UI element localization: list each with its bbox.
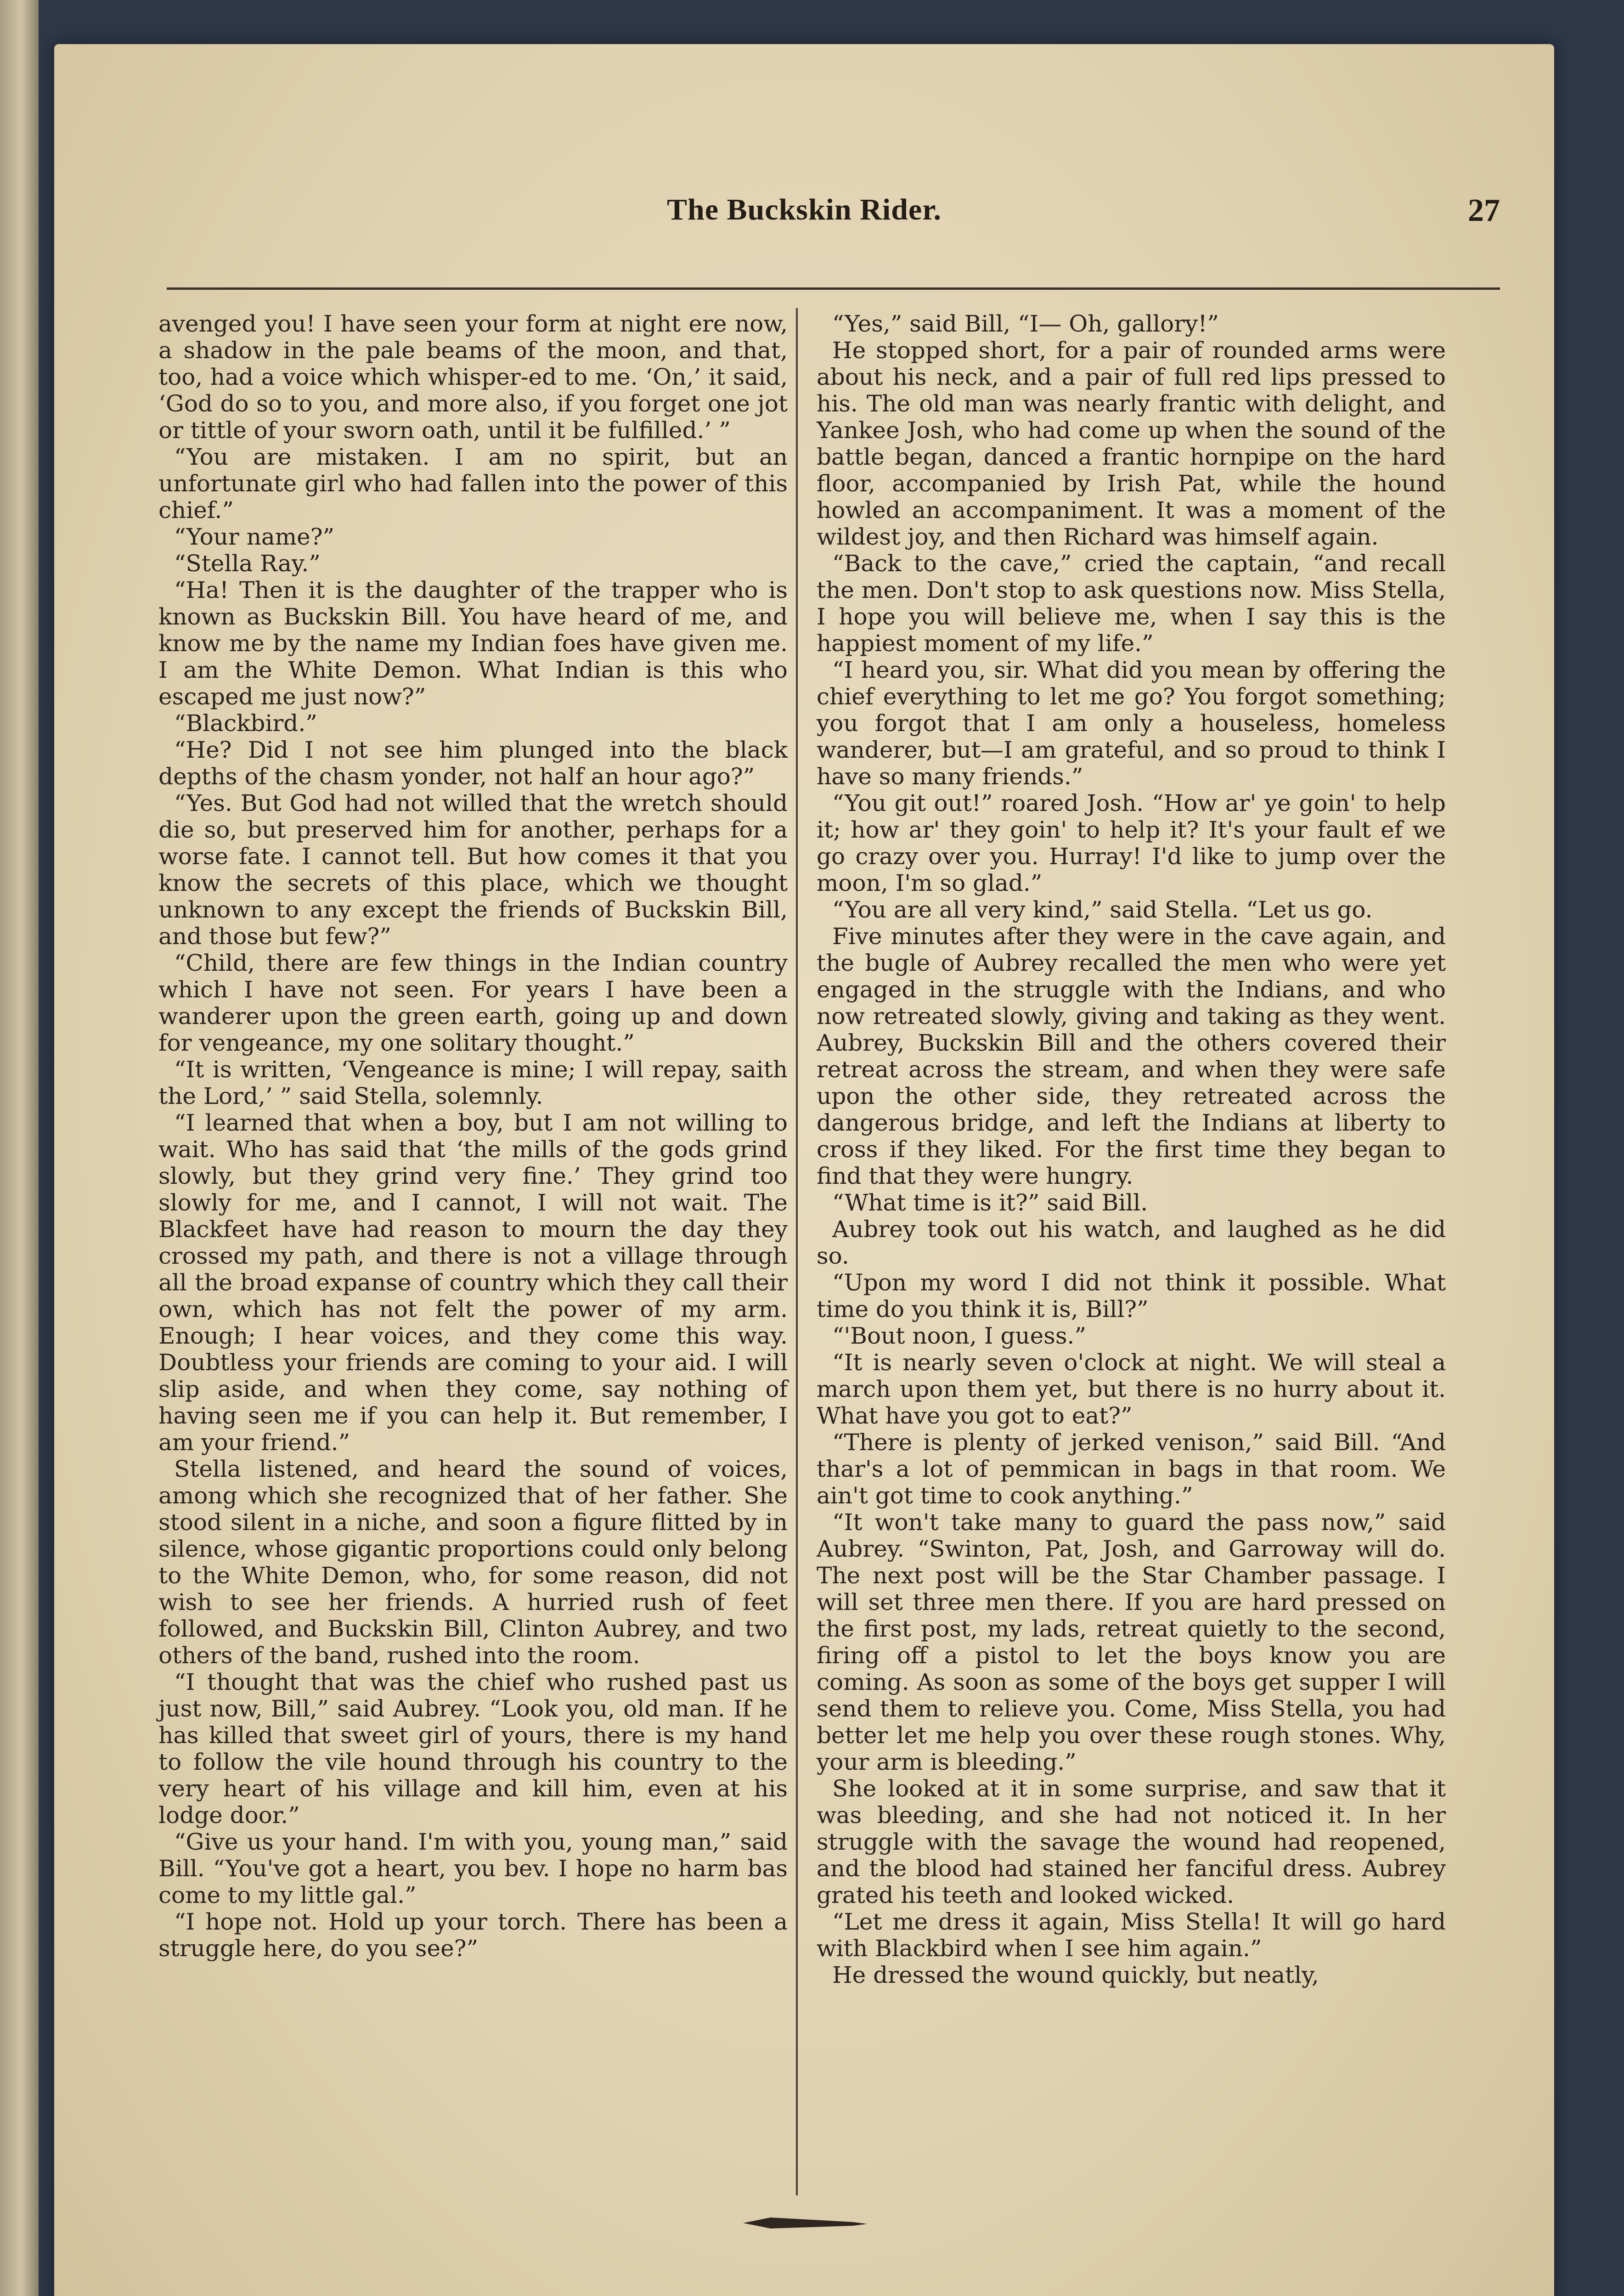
paragraph: “Your name?” xyxy=(174,523,335,550)
paragraph: He dressed the wound quickly, but neatly, xyxy=(832,1962,1319,1988)
adjacent-page-spine xyxy=(0,0,39,2296)
paragraph: “It won't take many to guard the pass now,” said Aubrey. “Swinton, Pat, Josh, and Garroway will do. The next post will be the Star Chamber passage. I will set three men there. If you are hard pressed on the first post, my lads, retreat quietly to the second, firing off a pistol to let the boys know you are coming. As soon as some of the boys get supper I will send them to relieve you. Come, Miss Stella, you had better let me help you over these rough stones. Why, your arm is bleeding.” xyxy=(817,1509,1446,1775)
right-column xyxy=(817,310,1446,1988)
paragraph: He stopped short, for a pair of rounded arms were about his neck, and a pair of full red lips pressed to his. The old man was nearly frantic with delight, and Yankee Josh, who had come up when the sound of the battle began, danced a frantic hornpipe on the hard floor, accompanied by Irish Pat, while the hound howled an accompaniment. It was a moment of the wildest joy, and then Richard was himself again. xyxy=(817,337,1446,550)
running-title: The Buckskin Rider. xyxy=(667,193,942,226)
paragraph: Stella listened, and heard the sound of voices, among which she recognized that of her father. She stood silent in a niche, and soon a figure flitted by in silence, whose gigantic proportions could only belong to the White Demon, who, for some reason, did not wish to see her friends. A hurried rush of feet followed, and Buckskin Bill, Clinton Aubrey, and two others of the band, rushed into the room. xyxy=(158,1456,788,1669)
paragraph: “Upon my word I did not think it possible. What time do you think it is, Bill?” xyxy=(817,1269,1446,1322)
paragraph: “I learned that when a boy, but I am not willing to wait. Who has said that ‘the mills of the gods grind slowly, but they grind very fine.’ They grind too slowly for me, and I cannot, I will not wait. The Blackfeet have had reason to mourn the day they crossed my path, and there is not a village through all the broad expanse of country which they call their own, which has not felt the power of my arm. Enough; I hear voices, and they come this way. Doubtless your friends are coming to your aid. I will slip aside, and when they come, say nothing of having seen me if you can help it. But remember, I am your friend.” xyxy=(158,1109,788,1456)
left-column xyxy=(158,310,788,1962)
paragraph: “Yes. But God had not willed that the wretch should die so, but preserved him for another, perhaps for a worse fate. I cannot tell. But how comes it that you know the secrets of this place, which we thought unknown to any except the friends of Buckskin Bill, and those but few?” xyxy=(158,790,788,950)
header-rule xyxy=(167,287,1500,290)
paragraph: “I heard you, sir. What did you mean by offering the chief everything to let me go? You forgot something; you forgot that I am only a houseless, homeless wanderer, but—I am grateful, and so proud to think I have so many friends.” xyxy=(817,657,1446,790)
paragraph: “Back to the cave,” cried the captain, “and recall the men. Don't stop to ask questions now. Miss Stella, I hope you will believe me, when I say this is the happiest moment of my life.” xyxy=(817,550,1446,657)
paragraph: “You are mistaken. I am no spirit, but an unfortunate girl who had fallen into the power of this chief.” xyxy=(158,444,788,523)
paragraph: “'Bout noon, I guess.” xyxy=(832,1322,1086,1349)
paragraph: She looked at it in some surprise, and saw that it was bleeding, and she had not noticed it. In her struggle with the savage the wound had reopened, and the blood had stained her fanciful dress. Aubrey grated his teeth and looked wicked. xyxy=(817,1775,1446,1908)
paragraph: “Ha! Then it is the daughter of the trapper who is known as Buckskin Bill. You have heard of me, and know me by the name my Indian foes have given me. I am the White Demon. What Indian is this who escaped me just now?” xyxy=(158,577,788,710)
paragraph: Aubrey took out his watch, and laughed as he did so. xyxy=(817,1216,1446,1269)
paragraph: “Child, there are few things in the Indian country which I have not seen. For years I have been a wanderer upon the green earth, going up and down for vengeance, my one solitary thought.” xyxy=(158,950,788,1056)
paragraph: Five minutes after they were in the cave again, and the bugle of Aubrey recalled the men who were yet engaged in the struggle with the Indians, and who now retreated slowly, giving and taking as they went. Aubrey, Buckskin Bill and the others covered their retreat across the stream, and when they were safe upon the other side, they retreated across the dangerous bridge, and left the Indians at liberty to cross if they liked. For the first time they began to find that they were hungry. xyxy=(817,923,1446,1189)
magazine-page xyxy=(54,44,1554,2296)
paragraph: “I hope not. Hold up your torch. There has been a struggle here, do you see?” xyxy=(158,1908,788,1962)
column-end-ornament xyxy=(743,2214,867,2232)
paragraph: “I thought that was the chief who rushed past us just now, Bill,” said Aubrey. “Look you, old man. If he has killed that sweet girl of yours, there is my hand to follow the vile hound through his country to the very heart of his village and kill him, even at his lodge door.” xyxy=(158,1669,788,1829)
paragraph: “It is written, ‘Vengeance is mine; I will repay, saith the Lord,’ ” said Stella, solemnly. xyxy=(158,1056,788,1109)
paragraph: “You are all very kind,” said Stella. “Let us go. xyxy=(832,896,1373,923)
paragraph: “There is plenty of jerked venison,” said Bill. “And thar's a lot of pemmican in bags in that room. We ain't got time to cook anything.” xyxy=(817,1429,1446,1509)
page-number: 27 xyxy=(1468,193,1500,228)
column-divider xyxy=(796,308,798,2195)
page-header xyxy=(54,192,1554,243)
paragraph: avenged you! I have seen your form at night ere now, a shadow in the pale beams of the moon, and that, too, had a voice which whisper-ed to me. ‘On,’ it said, ‘God do so to you, and more also, if you forget one jot or tittle of your sworn oath, until it be fulfilled.’ ” xyxy=(158,310,788,444)
paragraph: “It is nearly seven o'clock at night. We will steal a march upon them yet, but there is no hurry about it. What have you got to eat?” xyxy=(817,1349,1446,1429)
paragraph: “He? Did I not see him plunged into the black depths of the chasm yonder, not half an hour ago?” xyxy=(158,737,788,790)
paragraph: “Give us your hand. I'm with you, young man,” said Bill. “You've got a heart, you bev. I hope no harm bas come to my little gal.” xyxy=(158,1829,788,1908)
paragraph: “Let me dress it again, Miss Stella! It will go hard with Blackbird when I see him again.” xyxy=(817,1908,1446,1962)
paragraph: “Stella Ray.” xyxy=(174,550,321,577)
paragraph: “Blackbird.” xyxy=(174,710,317,737)
paragraph: “What time is it?” said Bill. xyxy=(832,1189,1148,1216)
paragraph: “Yes,” said Bill, “I— Oh, gallory!” xyxy=(832,310,1219,337)
paragraph: “You git out!” roared Josh. “How ar' ye goin' to help it; how ar' they goin' to help it? It's your fault ef we go crazy over you. Hurray! I'd like to jump over the moon, I'm so glad.” xyxy=(817,790,1446,896)
